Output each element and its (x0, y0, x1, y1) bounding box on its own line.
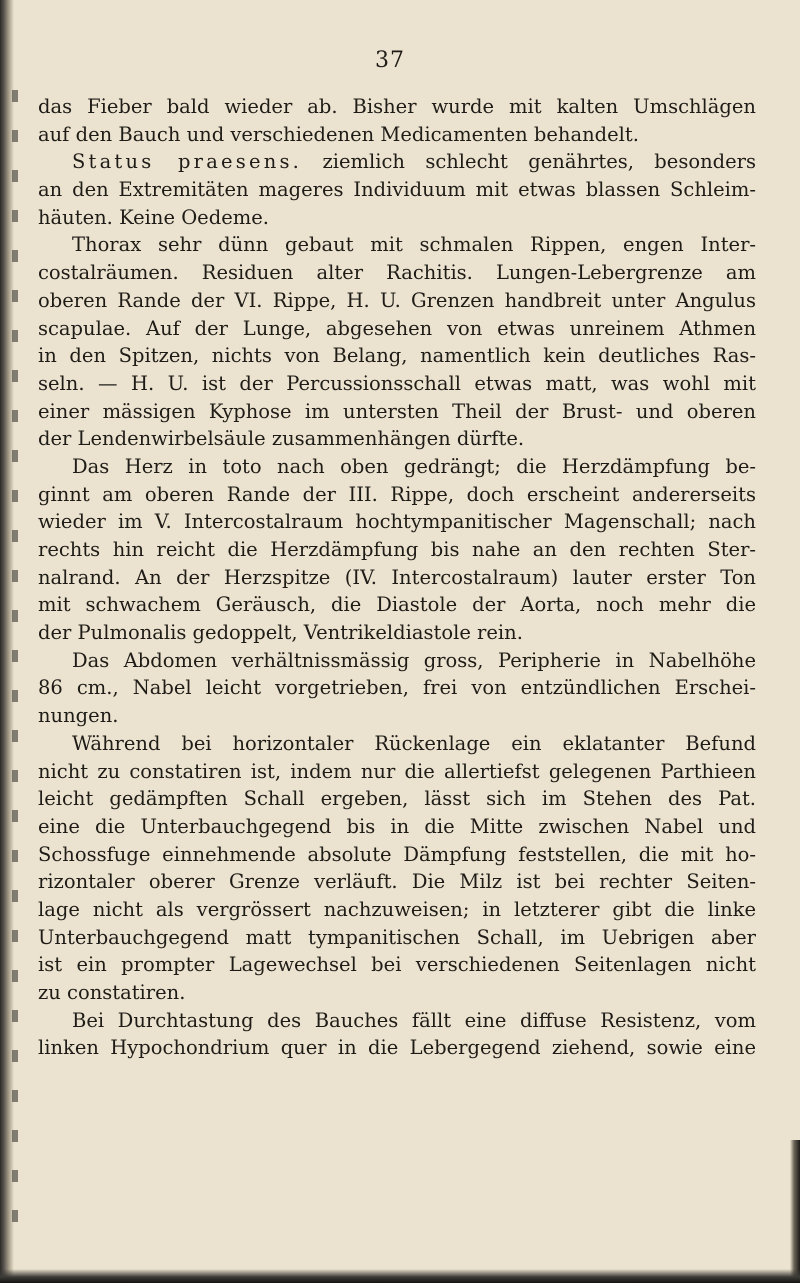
text-line: nicht zu constatiren ist, indem nur die allertiefst gelegenen Parthieen (38, 759, 756, 783)
text-line: das Fieber bald wieder ab. Bisher wurde mit kalten Umschlägen (38, 95, 756, 118)
text-line: Das Abdomen verhältnissmässig gross, Peripherie in Nabelhöhe (72, 648, 756, 672)
body-text (38, 93, 756, 1062)
text-line: auf den Bauch und verschiedenen Medicamenten behandelt. (38, 122, 639, 146)
text-line: in den Spitzen, nichts von Belang, namentlich kein deutliches Ras- (38, 344, 756, 368)
text-line: costalräumen. Residuen alter Rachitis. Lungen-Lebergrenze am (38, 261, 756, 285)
page-number: 37 (375, 48, 405, 73)
text-line: oberen Rande der VI. Rippe, H. U. Grenzen handbreit unter Angulus (38, 288, 756, 312)
page-bottom-shadow (0, 1269, 800, 1283)
text-line: mit schwachem Geräusch, die Diastole der Aorta, noch mehr die (38, 593, 756, 617)
text-line: ist ein prompter Lagewechsel bei verschiedenen Seitenlagen nicht (38, 953, 756, 977)
text-line: linken Hypochondrium quer in die Lebergegend ziehend, sowie eine (38, 1036, 756, 1060)
binding-edge (12, 90, 18, 1240)
text-line: 86 cm., Nabel leicht vorgetrieben, frei von entzündlichen Erschei- (38, 676, 756, 700)
text-line: Thorax sehr dünn gebaut mit schmalen Rippen, engen Inter- (72, 233, 756, 257)
text-line: an den Extremitäten mageres Individuum mit etwas blassen Schleim- (38, 178, 756, 202)
text-line: scapulae. Auf der Lunge, abgesehen von etwas unreinem Athmen (38, 316, 756, 340)
page-edge-shadow (790, 1140, 800, 1283)
text-line: leicht gedämpften Schall ergeben, lässt sich im Stehen des Pat. (38, 787, 756, 811)
text-line: nalrand. An der Herzspitze (IV. Intercostalraum) lauter erster Ton (38, 565, 756, 589)
text-line: der Pulmonalis gedoppelt, Ventrikeldiastole rein. (38, 621, 523, 645)
text-line: seln. — H. U. ist der Percussionsschall etwas matt, was wohl mit (38, 371, 756, 395)
text-line: lage nicht als vergrössert nachzuweisen; in letzterer gibt die linke (38, 897, 756, 921)
text-line: Schossfuge einnehmende absolute Dämpfung feststellen, die mit ho- (38, 842, 756, 866)
text-line: zu constatiren. (38, 981, 186, 1004)
text-line: rechts hin reicht die Herzdämpfung bis nahe an den rechten Ster- (38, 538, 756, 561)
section-lead: Status praesens. (72, 150, 303, 174)
text-line: der Lendenwirbelsäule zusammenhängen dürfte. (38, 427, 525, 451)
text-line: rizontaler oberer Grenze verläuft. Die Milz ist bei rechter Seiten- (38, 870, 756, 894)
line-text: ziemlich schlecht genährtes, besonders (322, 150, 756, 174)
text-line: Während bei horizontaler Rückenlage ein eklatanter Befund (72, 731, 756, 755)
text-line: Das Herz in toto nach oben gedrängt; die Herzdämpfung be- (72, 454, 756, 478)
text-line: wieder im V. Intercostalraum hochtympanitischer Magenschall; nach (38, 510, 756, 534)
text-line: Unterbauchgegend matt tympanitischen Schall, im Uebrigen aber (38, 925, 756, 949)
text-line (38, 148, 756, 176)
text-line: nungen. (38, 704, 119, 728)
text-line: häuten. Keine Oedeme. (38, 205, 269, 229)
text-line: eine die Unterbauchgegend bis in die Mitte zwischen Nabel und (38, 814, 756, 838)
text-line: einer mässigen Kyphose im untersten Theil der Brust- und oberen (38, 399, 756, 423)
text-line: Bei Durchtastung des Bauches fällt eine diffuse Resistenz, vom (72, 1008, 756, 1032)
text-line: ginnt am oberen Rande der III. Rippe, doch erscheint andererseits (38, 482, 756, 506)
